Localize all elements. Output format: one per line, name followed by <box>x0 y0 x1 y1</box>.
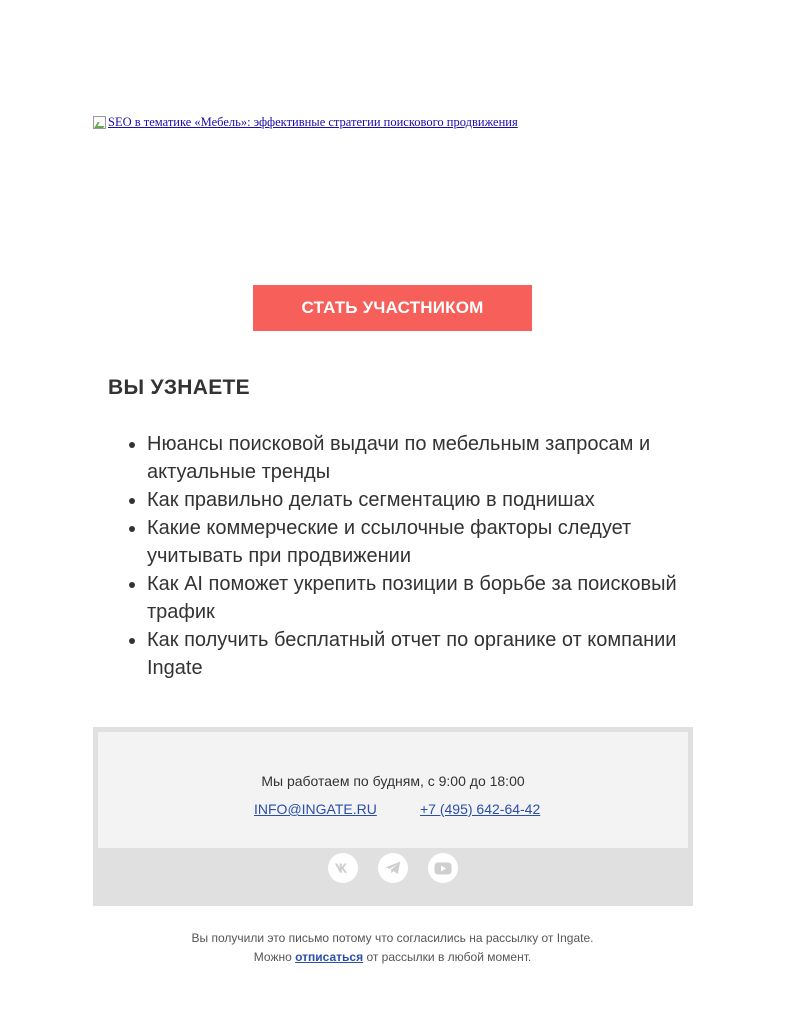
broken-image-icon <box>93 116 106 129</box>
list-item: • Какие коммерческие и ссылочные факторы следует учитывать при продвижении <box>147 514 732 570</box>
list-item: • Нюансы поисковой выдачи по мебельным запросам и актуальные тренды <box>147 430 732 486</box>
unsubscribe-prefix: Можно <box>253 950 292 964</box>
become-participant-button[interactable]: СТАТЬ УЧАСТНИКОМ <box>253 285 532 331</box>
learn-section-title: ВЫ УЗНАЕТЕ <box>108 376 250 399</box>
phone-link[interactable]: +7 (495) 642-64-42 <box>420 801 541 817</box>
list-item: • Как AI поможет укрепить позиции в борьбе за поисковый трафик <box>147 570 732 626</box>
youtube-icon[interactable] <box>428 853 458 883</box>
telegram-icon[interactable] <box>378 853 408 883</box>
footer <box>93 727 693 906</box>
working-hours: Мы работаем по будням, с 9:00 до 18:00 <box>261 773 525 789</box>
footer-contacts-panel <box>98 732 688 848</box>
subscription-note <box>0 929 785 967</box>
social-links <box>93 853 693 883</box>
banner-alt-text: SEO в тематике «Мебель»: эффективные стратегии поискового продвижения <box>108 115 518 129</box>
subscription-note-line: Вы получили это письмо потому что согласились на рассылку от Ingate. <box>191 931 594 945</box>
vk-icon[interactable] <box>328 853 358 883</box>
unsubscribe-link[interactable]: отписаться <box>295 950 364 964</box>
list-item: • Как правильно делать сегментацию в поднишах <box>147 486 732 514</box>
learn-list <box>107 430 732 682</box>
list-item: • Как получить бесплатный отчет по органике от компании Ingate <box>147 626 732 682</box>
unsubscribe-line <box>0 948 785 967</box>
banner-image-link[interactable] <box>93 115 518 130</box>
unsubscribe-suffix: от рассылки в любой момент. <box>366 950 532 964</box>
email-link[interactable]: INFO@INGATE.RU <box>254 801 377 817</box>
